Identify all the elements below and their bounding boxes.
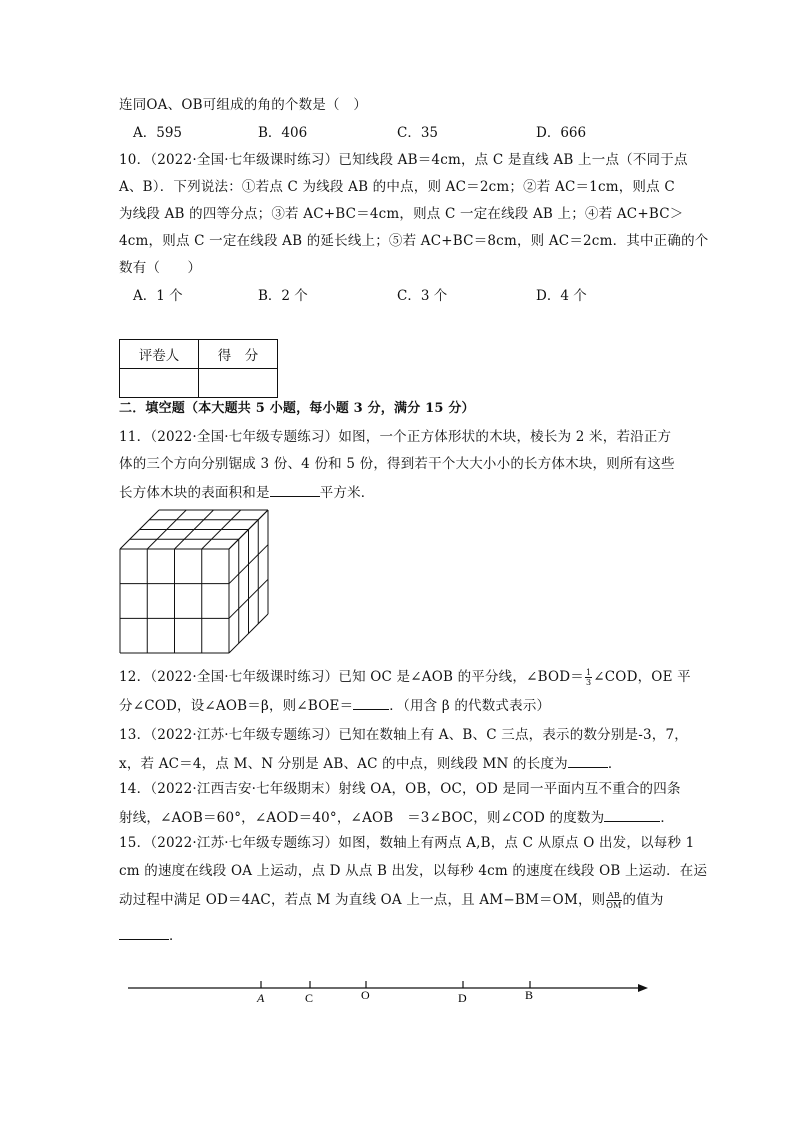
q9-option-c: C．35 [397,125,439,141]
q15-fraction-denominator: OM [606,901,622,910]
score-table-grader-cell [120,369,199,398]
score-table-score-cell [199,369,278,398]
section-2-title: 二．填空题（本大题共 5 小题，每小题 3 分，满分 15 分） [119,401,475,416]
q10-line-1: 10．（2022·全国·七年级课时练习）已知线段 AB＝4cm，点 C 是直线 AB 上一点（不同于点 [119,152,688,168]
q11-line-3-text: 长方体木块的表面积和是 [119,485,270,501]
q12-fraction [585,668,592,687]
q14-line-2-text-a: 射线，∠AOB＝60°，∠AOD＝40°，∠AOB ＝3∠BOC，则∠COD 的度数为 [119,810,605,826]
q12-line-2-text-b: ．（用含 β 的代数式表示） [389,698,551,714]
q12-answer-blank [353,695,389,710]
q15-line-3-text-b: 的值为 [622,892,664,908]
q13-line-2-text-b: ． [607,756,622,772]
q15-fraction [606,891,621,910]
q11-line-1: 11．（2022·全国·七年级专题练习）如图，一个正方体形状的木块，棱长为 2 米，若沿正方 [119,429,672,445]
q14-line-2-text-b: ． [660,810,675,826]
q15-line-4 [119,925,183,945]
q15-line-3 [119,891,664,910]
number-line-arrow-icon [638,984,648,992]
score-table [119,339,278,398]
q11-line-2: 体的三个方向分别锯成 3 份、4 份和 5 份，得到若干个大大小小的长方体木块，则所有这些 [119,456,675,472]
q15-fraction-numerator: AB [607,891,620,900]
q10-option-a: A．1 个 [133,288,183,304]
label-a: A [257,991,265,1005]
q10-line-5: 数有（ ） [119,260,202,276]
number-line-figure [120,970,660,1010]
q10-line-2: A、B）．下列说法：①若点 C 为线段 AB 的中点，则 AC＝2cm；②若 AC＝1cm，则点 C [119,179,675,195]
q13-line-2-text-a: x，若 AC＝4，点 M、N 分别是 AB、AC 的中点，则线段 MN 的长度为 [119,756,568,772]
q12-fraction-denominator: 3 [585,678,592,687]
q14-answer-blank [604,807,660,822]
q15-answer-blank [119,925,169,940]
q9-stem: 连同OA、OB可组成的角的个数是（ ） [119,97,368,113]
q15-line-3-text-a: 动过程中满足 OD＝4AC，若点 M 为直线 OA 上一点，且 AM−BM＝OM，则 [119,892,606,908]
label-b: B [525,988,534,1002]
q13-line-1: 13．（2022·江苏·七年级专题练习）已知在数轴上有 A、B、C 三点，表示的数分别是-3，7， [119,727,688,743]
q12-line-1-text-a: 12．（2022·全国·七年级课时练习）已知 OC 是∠AOB 的平分线，∠BOD＝ [119,669,584,685]
q11-answer-blank [270,482,320,497]
label-c: C [305,991,314,1005]
q15-line-2: cm 的速度在线段 OA 上运动，点 D 从点 B 出发，以每秒 4cm 的速度在线段 OB 上运动．在运 [119,863,708,879]
q13-line-2 [119,753,622,773]
q15-line-1: 15．（2022·江苏·七年级专题练习）如图，数轴上有两点 A,B，点 C 从原点 O 出发，以每秒 1 [119,835,695,851]
q10-line-4: 4cm，则点 C 一定在线段 AB 的延长线上；⑤若 AC+BC＝8cm，则 AC＝2cm．其中正确的个 [119,233,709,249]
q13-answer-blank [568,753,608,768]
q10-option-d: D．4 个 [536,288,587,304]
q10-option-c: C．3 个 [397,288,448,304]
q10-line-3: 为线段 AB 的四等分点；③若 AC+BC＝4cm，则点 C 一定在线段 AB 上；④若 AC+BC＞ [119,206,684,222]
q9-option-d: D．666 [536,125,587,141]
q12-line-2-text-a: 分∠COD，设∠AOB＝β，则∠BOE＝ [119,698,354,714]
cube-figure [118,507,272,657]
q15-line-4-text-b: ． [169,928,183,944]
q12-line-2 [119,695,550,715]
q9-option-b: B．406 [258,125,308,141]
q11-line-3 [119,482,375,502]
label-o: O [361,988,370,1002]
q10-option-b: B．2 个 [258,288,308,304]
q11-line-3-unit: 平方米． [319,485,375,501]
q12-line-1-text-b: ∠COD，OE 平 [593,669,691,685]
q14-line-2 [119,807,674,827]
score-table-header-grader: 评卷人 [120,340,199,369]
label-d: D [458,991,467,1005]
score-table-header-score: 得 分 [199,340,278,369]
q9-option-a: A．595 [133,125,183,141]
q12-line-1 [119,668,691,687]
q12-fraction-numerator: 1 [585,668,592,677]
q14-line-1: 14．（2022·江西吉安·七年级期末）射线 OA，OB，OC，OD 是同一平面内互不重合的四条 [119,781,681,797]
